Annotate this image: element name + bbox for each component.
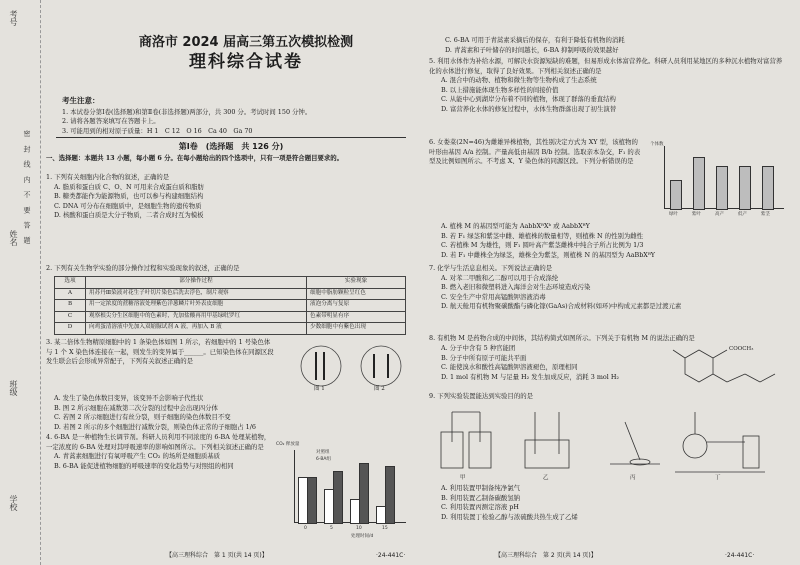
q8-struct-label: COOCH₃: [729, 346, 754, 352]
q8-option: B. 分子中所有原子可能共平面: [441, 353, 527, 362]
apparatus-label-c: 丙: [630, 475, 636, 481]
q1-stem: 1. 下列有关细胞内化合物的叙述，正确的是: [46, 173, 170, 181]
q4-bar: [359, 463, 369, 524]
q6-bar: [716, 166, 728, 210]
question-6: [429, 138, 644, 167]
q3-option: A. 发生了染色体数目变异，该变异不会影响子代性状: [54, 394, 204, 402]
right-page: [425, 0, 793, 565]
school-label: 学校: [9, 495, 18, 511]
seal-line-text: 密 封 线 内 不 要 答 题: [23, 130, 31, 247]
q4-chart: [276, 440, 411, 540]
q9-stem: 9. 下列实验装置能达到实验目的的是: [429, 392, 533, 400]
fig2-caption: 图 2: [374, 386, 385, 392]
q4-bar: [385, 466, 395, 524]
q5-option: B. 以上措施能体现生物多样性的间接价值: [441, 85, 559, 94]
q6-option: D. 若 F₁ 中雌株全为绿茎，雄株全为紫茎，则植株 N 的基因型为 AaBbXᴮY: [441, 250, 656, 259]
footer-right: 【高三理科综合 第 2 页(共 14 页)】: [495, 552, 597, 559]
q2-cell: 液泡分离与复原: [307, 300, 406, 312]
q1-option: B. 糖类都能作为能源物质，也可以参与构建细胞结构: [54, 192, 204, 201]
left-page: [46, 0, 416, 565]
divider: [56, 137, 406, 138]
q6-option: C. 若植株 M 为雄性，则 F₁ 圆叶高产紫茎雌株中纯合子所占比例为 1/3: [441, 241, 644, 250]
q6-bar: [739, 166, 751, 210]
question-7: [429, 264, 787, 312]
fig1-caption: 图 1: [314, 386, 325, 392]
binding-margin: [0, 0, 41, 565]
q4-bar: [333, 471, 343, 524]
q9-option: B. 利用装置乙制备碳酸氢钠: [441, 493, 521, 502]
q5-stem: 5. 利用水体作为补给水源，可解决水资源短缺的难题，但易形成水体富营养化。科研人员利用某地区的多种沉水植物对富营养化的水体进行修复，取得了良好效果。下列相关叙述正确的是: [429, 57, 783, 75]
q8-option: D. 1 mol 有机物 M 与足量 H₂ 发生加成反应，消耗 3 mol H₂: [441, 372, 619, 381]
q9-option: A. 利用装置甲制备纯净氯气: [441, 484, 520, 492]
q4-option: C. 6-BA 可用于青蒿素采摘后的保存，有利于降低有机物的消耗: [445, 36, 625, 44]
exam-number-label: 考号: [9, 10, 18, 26]
q6-tick-label: 低产: [738, 212, 747, 217]
q6-option: A. 植株 M 的基因型可能为 AabbXᴮXᵇ 或 AabbXᴮY: [441, 222, 590, 230]
q4-option: D. 青蒿素和子叶储存的时间越长，6-BA 抑制呼吸的效果越好: [445, 45, 619, 54]
q4-tick-label: 0: [304, 526, 307, 531]
q2-cell: B: [55, 300, 86, 312]
q3-option: B. 图 2 所示细胞在减数第二次分裂的过程中会出现四分体: [54, 403, 218, 412]
q2-cell: 用苏丹Ⅲ染液对花生子叶切片染色后洗去浮色，制片观察: [86, 288, 307, 300]
q9-apparatus: [435, 402, 785, 482]
notice-item: 3. 可能用到的相对原子质量：H 1 C 12 O 16 Ca 40 Ga 70: [62, 126, 253, 135]
q2-cell: D: [55, 323, 86, 335]
q4-tick-label: 5: [330, 526, 333, 531]
q4-option: A. 青蒿素细胞进行有氧呼吸产生 CO₂ 的场所是细胞质基质: [54, 452, 221, 461]
q2-cell: 向鸡蛋清溶液中先加入双缩脲试剂 A 液，再加入 B 液: [86, 323, 307, 335]
apparatus-label-b: 乙: [543, 475, 549, 481]
q2-cell: 色素带明显有序: [307, 311, 406, 323]
q6-option: B. 若 F₁ 绿茎和紫茎中雌、雄植株的数量相等，则植株 N 的性别为雌性: [441, 231, 644, 240]
q2-head-cell: 部分操作过程: [86, 277, 307, 289]
q4-option: B. 6-BA 能促进植物细胞的呼吸速率的变化趋势与对照组的相同: [54, 461, 234, 470]
apparatus-label-d: 丁: [715, 475, 721, 481]
q3-stem: 3. 某二倍体生物精原细胞中的 1 条染色体如图 1 所示，若细胞中的 1 号染色体与 1 个 X 染色体连接在一起，则发生的变异属于______。已知染色体在同源区段发生联会后会形成异常配子，下列有关叙述正确的是: [46, 338, 274, 366]
q6-options: [429, 222, 787, 260]
question-1: [46, 173, 416, 221]
apparatus-label-a: 甲: [460, 475, 466, 481]
footer-right-code: ·24-441C·: [725, 552, 755, 559]
q4-legend-1: 对照组: [316, 450, 330, 455]
notice-item: 1. 本试卷分第Ⅰ卷(选择题)和第Ⅱ卷(非选择题)两部分，共 300 分。考试时间 150 分钟。: [62, 107, 312, 116]
notice-block: [62, 96, 412, 136]
q4-bar: [307, 477, 317, 524]
q5-option: D. 富营养化水体的修复过程中，水体生物群落出现了初生演替: [441, 104, 617, 113]
section-title: 第Ⅰ卷 (选择题 共 126 分): [178, 142, 284, 151]
q6-tick-label: 绿叶: [669, 212, 678, 217]
q8-stem: 8. 有机物 M 是药物合成的中间体，其结构简式如图所示。下列关于有机物 M 的说法正确的是: [429, 334, 695, 342]
q2-head-cell: 选项: [55, 277, 86, 289]
q8-option: A. 分子中含有 5 种官能团: [441, 344, 516, 352]
q6-yaxis: [664, 146, 665, 208]
q1-option: D. 核酸和蛋白质是大分子物质，二者合成时互为模板: [54, 211, 204, 220]
q6-bar: [762, 166, 774, 210]
q6-tick-label: 高产: [715, 212, 724, 217]
q1-option: C. DNA 可分布在细胞质中，是细胞生物的遗传物质: [54, 201, 202, 210]
q6-stem: 6. 女娄菜(2N=46)为雌雄异株植物，其性别决定方式为 XY 型，该植物的叶形由基因 A/a 控制。产量高低由基因 B/b 控制。选取亲本杂交，F₁ 的表型及比例如图所示。不考虑 X、Y 染色体的同源区段。下列分析错误的是: [429, 138, 641, 166]
q6-bar: [670, 180, 682, 210]
q2-cell: 少数细胞中有紫色出现: [307, 323, 406, 335]
q7-option: B. 燃入老旧和微塑料进入海洋会对生态环境造成污染: [441, 283, 591, 292]
q9-option: C. 利用装置丙测定溶液 pH: [441, 503, 519, 512]
q3-figures: [286, 344, 411, 394]
q2-cell: 细胞中脂肪颗粒呈红色: [307, 288, 406, 300]
q7-option: C. 安全生产中常用高锰酸钾溶液消毒: [441, 292, 546, 301]
q1-option: A. 脂质和蛋白质 C、O、N 可用来合成蛋白质和脂肪: [54, 182, 204, 191]
q3-option: C. 若图 2 所示细胞进行有丝分裂，则子细胞的染色体数目不变: [54, 413, 231, 422]
q5-option: A. 混合中的动物、植物和微生物等生物构成了生态系统: [441, 76, 597, 85]
exam-subtitle: 理科综合试卷: [189, 52, 303, 72]
q6-bar: [693, 157, 705, 210]
notice-heading: 考生注意：: [62, 96, 100, 105]
q6-chart: [650, 140, 788, 220]
q2-cell: 用一定浓度的蔗糖溶液处理紫色洋葱鳞片叶外表皮细胞: [86, 300, 307, 312]
q4-tick-label: 15: [382, 526, 388, 531]
q4-yaxis: [294, 450, 295, 522]
q5-option: C. 从能中心到湖岸分布着不同的植物，体现了群落的垂直结构: [441, 95, 616, 104]
q9-options: [429, 484, 787, 522]
q2-cell: 观察根尖分生区细胞中的色素时，先加盐酸再用甲基绿吡罗红: [86, 311, 307, 323]
q8-structure-diagram: [665, 344, 785, 394]
q7-option: D. 航天舱用有机物聚碳酸酯与磷化镓(GaAs)合成材料(如环)中构成元素都是过渡元素: [441, 302, 682, 311]
q8-options: [429, 344, 659, 382]
q2-head-cell: 实验现象: [307, 277, 406, 289]
q4-xlabel: 处理时间/d: [351, 534, 374, 539]
q3-option: D. 若图 2 所示的多个细胞进行减数分裂，则染色体正常的子细胞占 1/6: [54, 422, 256, 431]
q6-tick-label: 紫叶: [692, 212, 701, 217]
class-label: 班级: [9, 380, 18, 396]
q7-option: A. 对苯二甲酸和乙二醇可以用于合成涤纶: [441, 273, 559, 282]
q4-continued: [445, 36, 785, 55]
q3-options: [46, 394, 416, 432]
q2-table: [54, 276, 406, 335]
q4-tick-label: 10: [356, 526, 362, 531]
q2-stem: 2. 下列有关生物学实验的部分操作过程和实验现象的叙述，正确的是: [46, 264, 240, 272]
q4-ylabel: CO₂ 释放量: [276, 442, 300, 447]
q4-legend-2: 6-BA组: [316, 457, 331, 462]
q9-option: D. 利用装置丁检验乙醇与浓硫酸共热生成了乙烯: [441, 512, 578, 521]
question-3: [46, 338, 276, 367]
notice-item: 2. 请将各题答案填写在答题卡上。: [62, 117, 160, 126]
exam-title: 商洛市 2024 届高三第五次模拟检测: [138, 35, 354, 50]
name-label: 姓名: [9, 230, 18, 246]
question-4: [46, 433, 271, 471]
q7-stem: 7. 化学与生活息息相关。下列说法正确的是: [429, 264, 553, 272]
q6-ylabel: 个体数: [650, 142, 664, 147]
q4-stem: 4. 6-BA 是一种植物生长调节剂。科研人员利用不同浓度的 6-BA 处理某植物，一定浓度的 6-BA 处理对其呼吸速率的影响如图所示。下列相关叙述正确的是: [46, 433, 271, 451]
footer-left: 【高三理科综合 第 1 页(共 14 页)】: [166, 552, 268, 559]
q2-cell: A: [55, 288, 86, 300]
footer-left-code: ·24-441C·: [376, 552, 406, 559]
question-5: [429, 57, 787, 115]
q2-cell: C: [55, 311, 86, 323]
q8-option: C. 能使溴水和酸性高锰酸钾溶液褪色，原理相同: [441, 363, 578, 372]
section-instructions: 一、选择题：本题共 13 小题，每小题 6 分。在每小题给出的四个选项中，只有一项是符合题目要求的。: [46, 154, 344, 162]
q6-tick-label: 紫茎: [761, 212, 770, 217]
